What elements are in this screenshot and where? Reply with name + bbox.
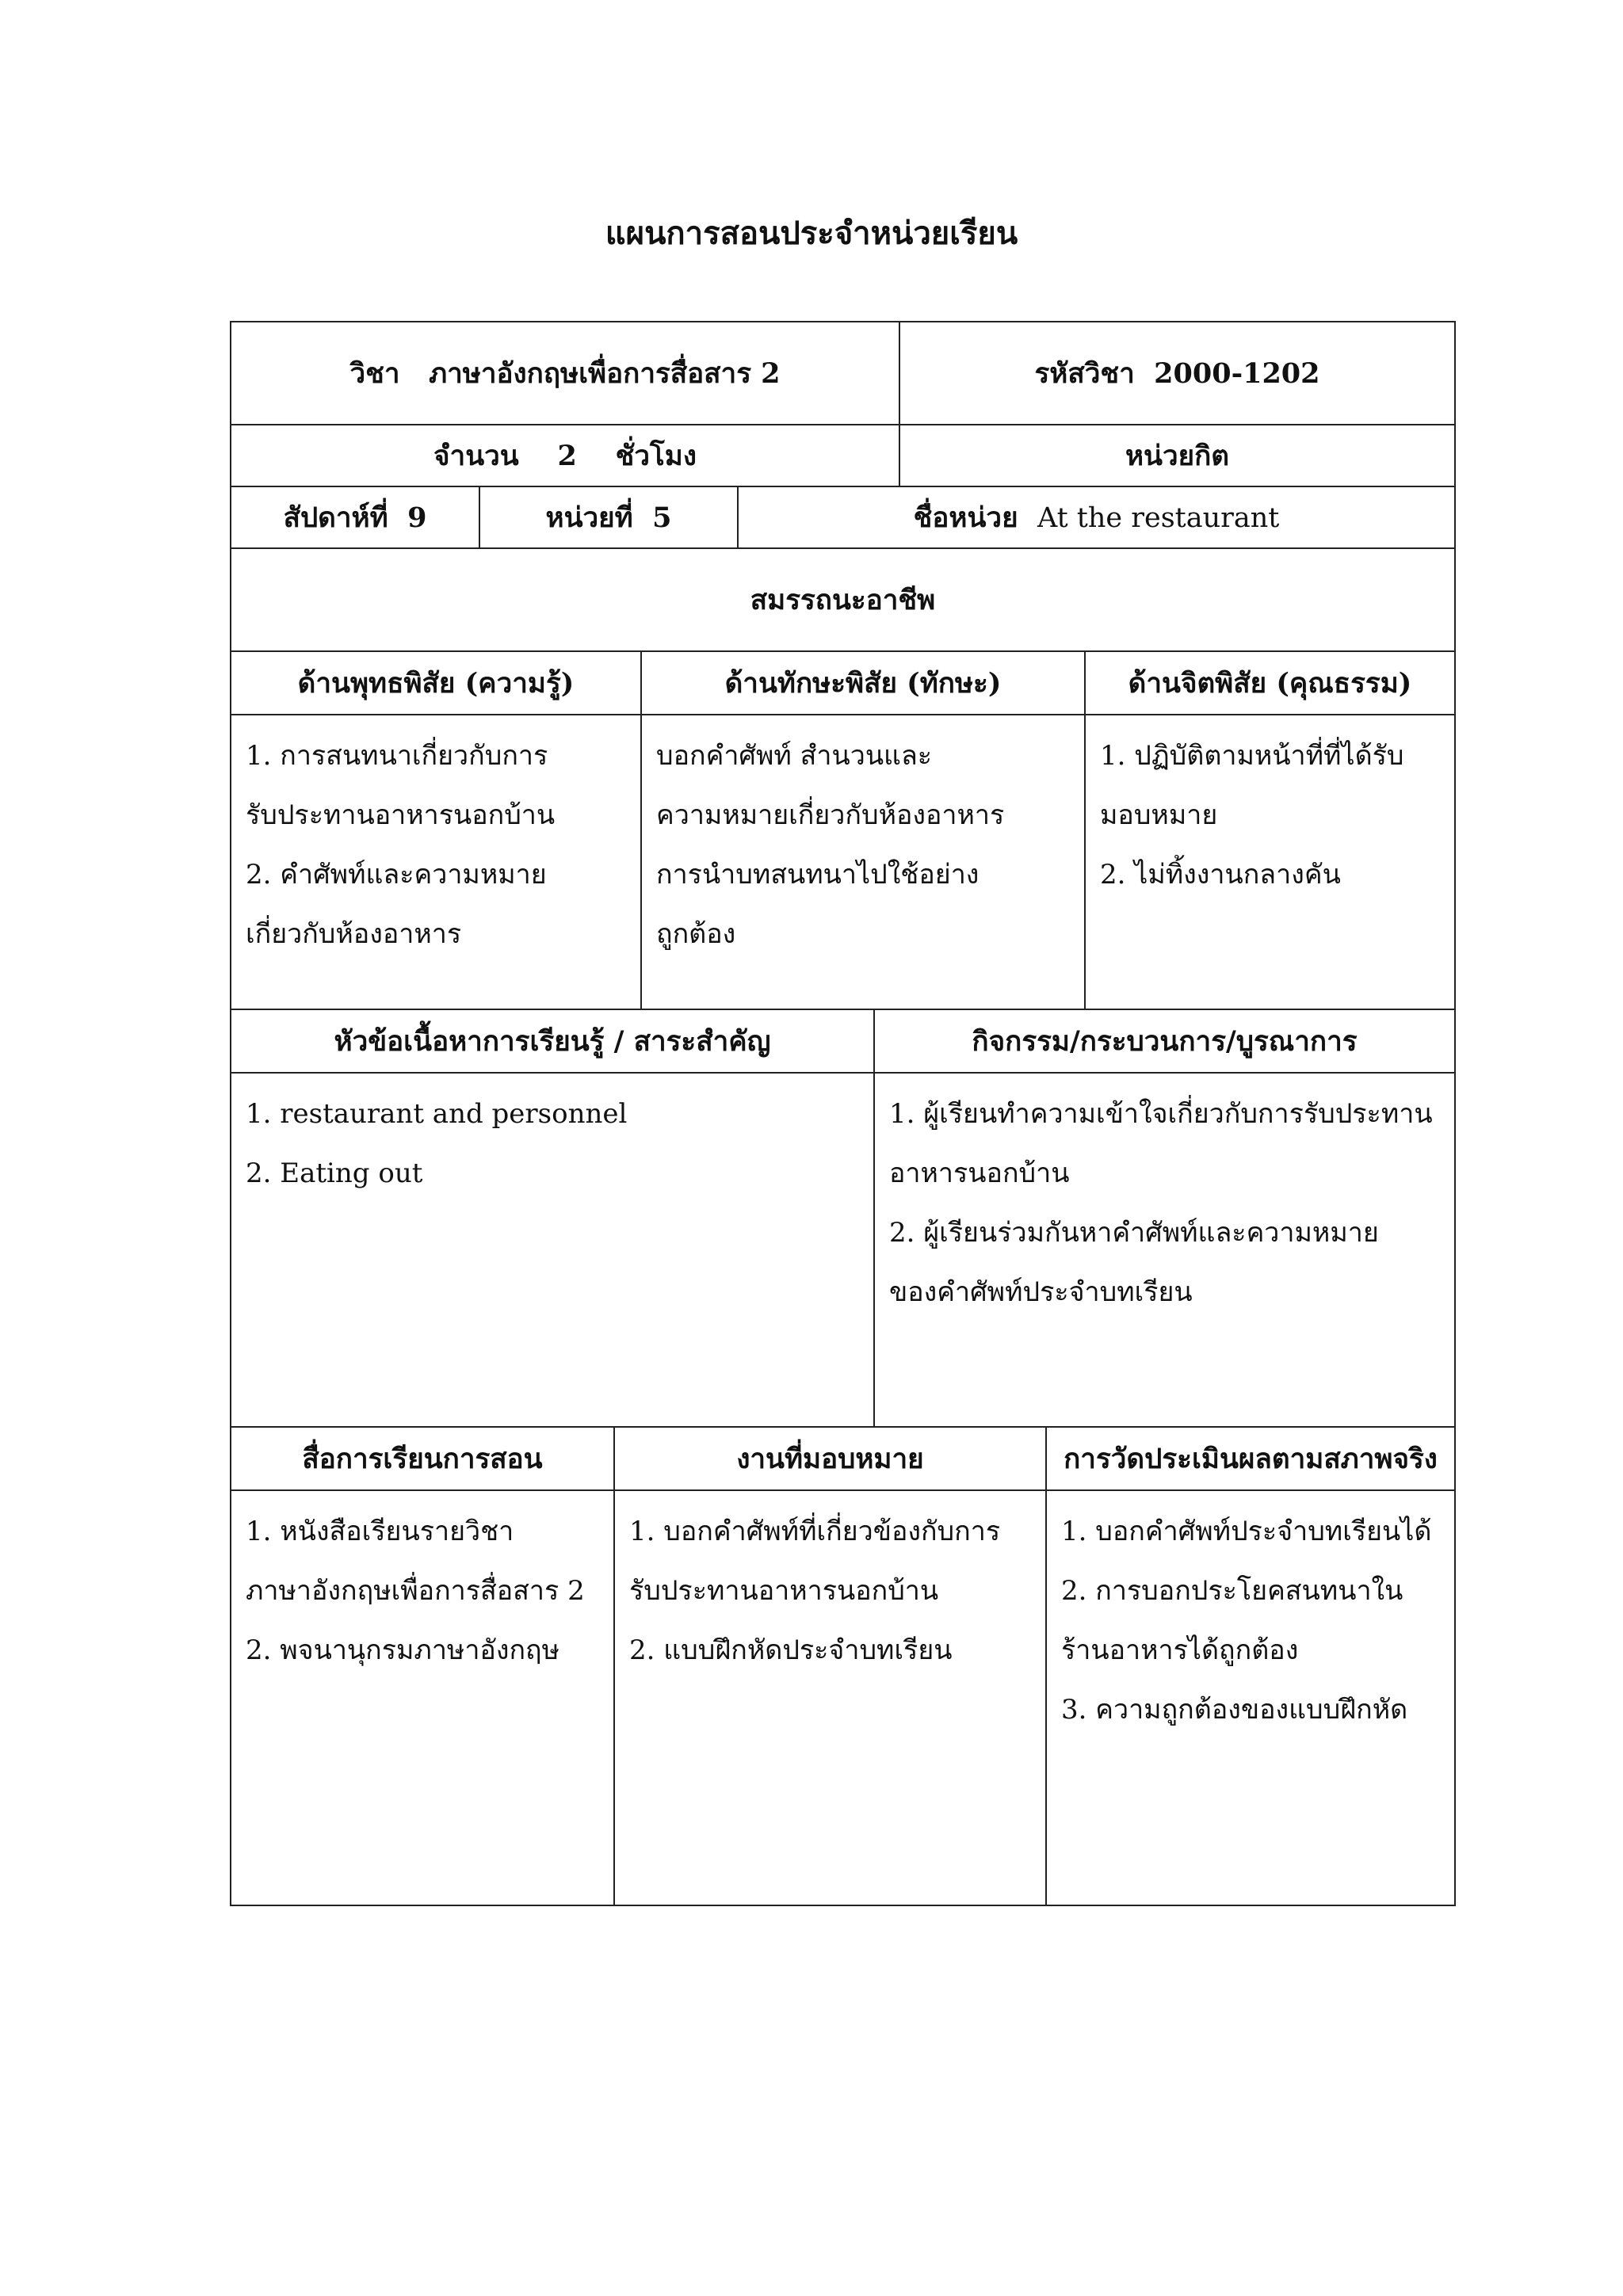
list-item: 2. การบอกประโยคสนทนาใน — [1061, 1575, 1403, 1607]
hours-label: จำนวน — [433, 439, 519, 472]
topics-heading: หัวข้อเนื้อหาการเรียนรู้ / สาระสำคัญ — [231, 1009, 874, 1073]
list-item: 1. บอกคำศัพท์ประจำบทเรียนได้ — [1061, 1516, 1432, 1547]
competency-table — [230, 547, 1456, 1010]
list-item: 3. ความถูกต้องของแบบฝึกหัด — [1061, 1694, 1408, 1726]
list-item: มอบหมาย — [1100, 799, 1218, 831]
unit-table — [230, 486, 1456, 549]
code-label: รหัสวิชา — [1034, 357, 1135, 390]
activities-heading: กิจกรรม/กระบวนการ/บูรณาการ — [874, 1009, 1455, 1073]
page-title: แผนการสอนประจำหน่วยเรียน — [605, 215, 1018, 252]
week-value: 9 — [407, 501, 427, 534]
media-heading: สื่อการเรียนการสอน — [231, 1427, 614, 1490]
list-item: 2. ผู้เรียนร่วมกันหาคำศัพท์และความหมาย — [889, 1217, 1379, 1249]
list-item: 2. พจนานุกรมภาษาอังกฤษ — [246, 1634, 560, 1666]
list-item: ร้านอาหารได้ถูกต้อง — [1061, 1634, 1299, 1666]
list-item: 1. ผู้เรียนทำความเข้าใจเกี่ยวกับการรับประทาน — [889, 1098, 1433, 1130]
list-item: 1. หนังสือเรียนรายวิชา — [246, 1516, 514, 1547]
unit-label: หน่วยที่ — [545, 501, 633, 534]
affective-heading: ด้านจิตพิสัย (คุณธรรม) — [1085, 651, 1455, 715]
media-content — [231, 1490, 614, 1905]
assignment-heading: งานที่มอบหมาย — [614, 1427, 1046, 1490]
content-table — [230, 1009, 1456, 1428]
credit-cell — [899, 425, 1455, 486]
activities-content — [874, 1073, 1455, 1427]
subject-code: 2000-1202 — [1154, 357, 1320, 390]
resources-table — [230, 1426, 1456, 1906]
list-item: ของคำศัพท์ประจำบทเรียน — [889, 1276, 1193, 1308]
list-item: 1. ปฏิบัติตามหน้าที่ที่ได้รับ — [1100, 740, 1404, 772]
hours-value: 2 — [557, 439, 577, 472]
skill-heading: ด้านทักษะพิสัย (ทักษะ) — [641, 651, 1085, 715]
hours-cell — [231, 425, 899, 486]
skill-content — [641, 715, 1085, 1009]
list-item: รับประทานอาหารนอกบ้าน — [629, 1575, 939, 1607]
subject-label: วิชา — [349, 357, 400, 390]
list-item: 2. Eating out — [246, 1158, 423, 1189]
list-item: 1. การสนทนาเกี่ยวกับการ — [246, 740, 548, 772]
list-item: บอกคำศัพท์ สำนวนและ — [656, 740, 933, 772]
list-item: ความหมายเกี่ยวกับห้องอาหาร — [656, 799, 1005, 831]
unit-name: At the restaurant — [1037, 502, 1280, 534]
list-item: การนำบทสนทนาไปใช้อย่าง — [656, 859, 980, 891]
header-table — [230, 321, 1456, 487]
week-cell — [231, 486, 479, 548]
list-item: อาหารนอกบ้าน — [889, 1158, 1070, 1189]
evaluation-content — [1046, 1490, 1455, 1905]
list-item: 1. บอกคำศัพท์ที่เกี่ยวข้องกับการ — [629, 1516, 1001, 1547]
assignment-content — [614, 1490, 1046, 1905]
competency-heading: สมรรถนะอาชีพ — [231, 548, 1455, 651]
list-item: ถูกต้อง — [656, 918, 736, 950]
list-item: 2. แบบฝึกหัดประจำบทเรียน — [629, 1634, 953, 1666]
unit-value: 5 — [652, 501, 672, 534]
code-cell — [899, 322, 1455, 425]
list-item: 2. ไม่ทิ้งงานกลางคัน — [1100, 859, 1341, 891]
affective-content — [1085, 715, 1455, 1009]
unit-name-cell — [738, 486, 1455, 548]
cognitive-heading: ด้านพุทธพิสัย (ความรู้) — [231, 651, 641, 715]
subject-cell — [231, 322, 899, 425]
hours-unit: ชั่วโมง — [615, 439, 697, 472]
week-label: สัปดาห์ที่ — [283, 501, 388, 534]
cognitive-content — [231, 715, 641, 1009]
list-item: รับประทานอาหารนอกบ้าน — [246, 799, 556, 831]
topics-content — [231, 1073, 874, 1427]
list-item: ภาษาอังกฤษเพื่อการสื่อสาร 2 — [246, 1575, 585, 1607]
list-item: เกี่ยวกับห้องอาหาร — [246, 918, 462, 950]
evaluation-heading: การวัดประเมินผลตามสภาพจริง — [1046, 1427, 1455, 1490]
unit-number-cell — [479, 486, 738, 548]
list-item: 1. restaurant and personnel — [246, 1098, 628, 1130]
unit-name-label: ชื่อหน่วย — [913, 501, 1018, 534]
list-item: 2. คำศัพท์และความหมาย — [246, 859, 547, 891]
credit-label: หน่วยกิต — [1125, 439, 1230, 472]
subject-name: ภาษาอังกฤษเพื่อการสื่อสาร 2 — [429, 357, 781, 390]
